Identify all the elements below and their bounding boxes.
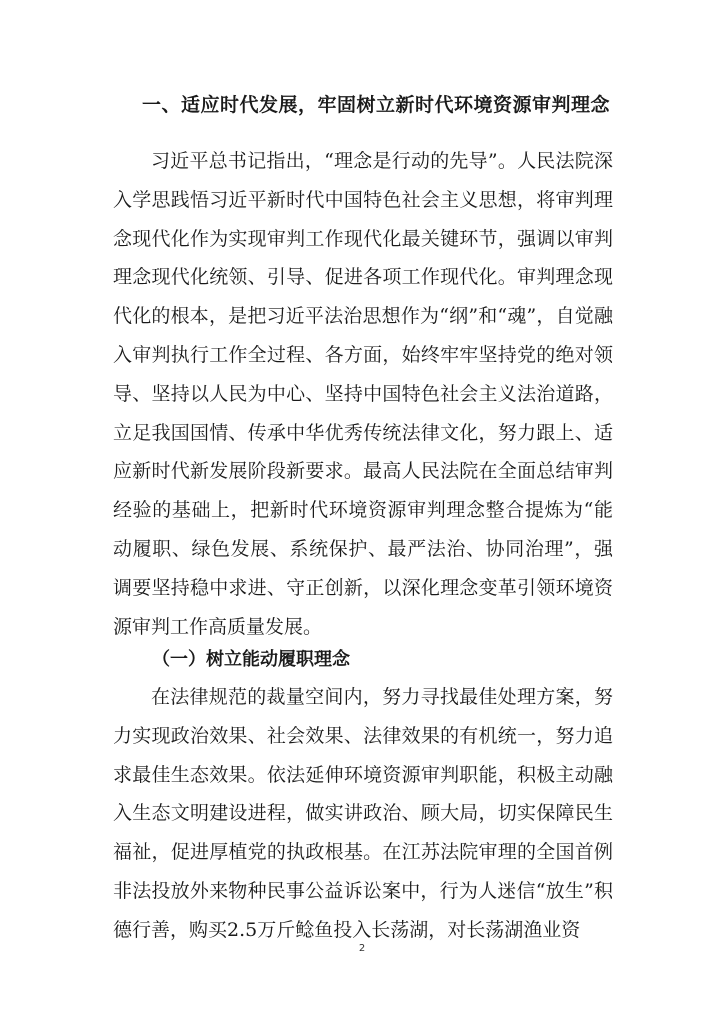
- page-number: 2: [358, 943, 366, 954]
- body-paragraph: 在法律规范的裁量空间内，努力寻找最佳处理方案，努力实现政治效果、社会效果、法律效果的有机统一，努力追求最佳生态效果。依法延伸环境资源审判职能，积极主动融入生态文明建设进程，做实讲政治、顾大局，切实保障民生福祉，促进厚植党的执政根基。在江苏法院审理的全国首例非法投放外来物种民事公益诉讼案中，行为人迷信“放生”积德行善，购买2.5万斤鲶鱼投入长荡湖，对长荡湖渔业资: [113, 686, 613, 941]
- subsection-title: （一）树立能动履职理念: [152, 649, 350, 670]
- body-paragraph: 习近平总书记指出，“理念是行动的先导”。人民法院深入学思践悟习近平新时代中国特色社会主义思想，将审判理念现代化作为实现审判工作现代化最关键环节，强调以审判理念现代化统领、引导、促进各项工作现代化。审判理念现代化的根本，是把习近平法治思想作为“纲”和“魂”，自觉融入审判执行工作全过程、各方面，始终牢牢坚持党的绝对领导、坚持以人民为中心、坚持中国特色社会主义法治道路，立足我国国情、传承中华优秀传统法律文化，努力跟上、适应新时代新发展阶段新要求。最高人民法院在全面总结审判经验的基础上，把新时代环境资源审判理念整合提炼为“能动履职、绿色发展、系统保护、最严法治、协同治理”，强调要坚持稳中求进、守正创新，以深化理念变革引领环境资源审判工作高质量发展。: [113, 150, 613, 638]
- section-title: 一、适应时代发展，牢固树立新时代环境资源审判理念: [142, 94, 611, 116]
